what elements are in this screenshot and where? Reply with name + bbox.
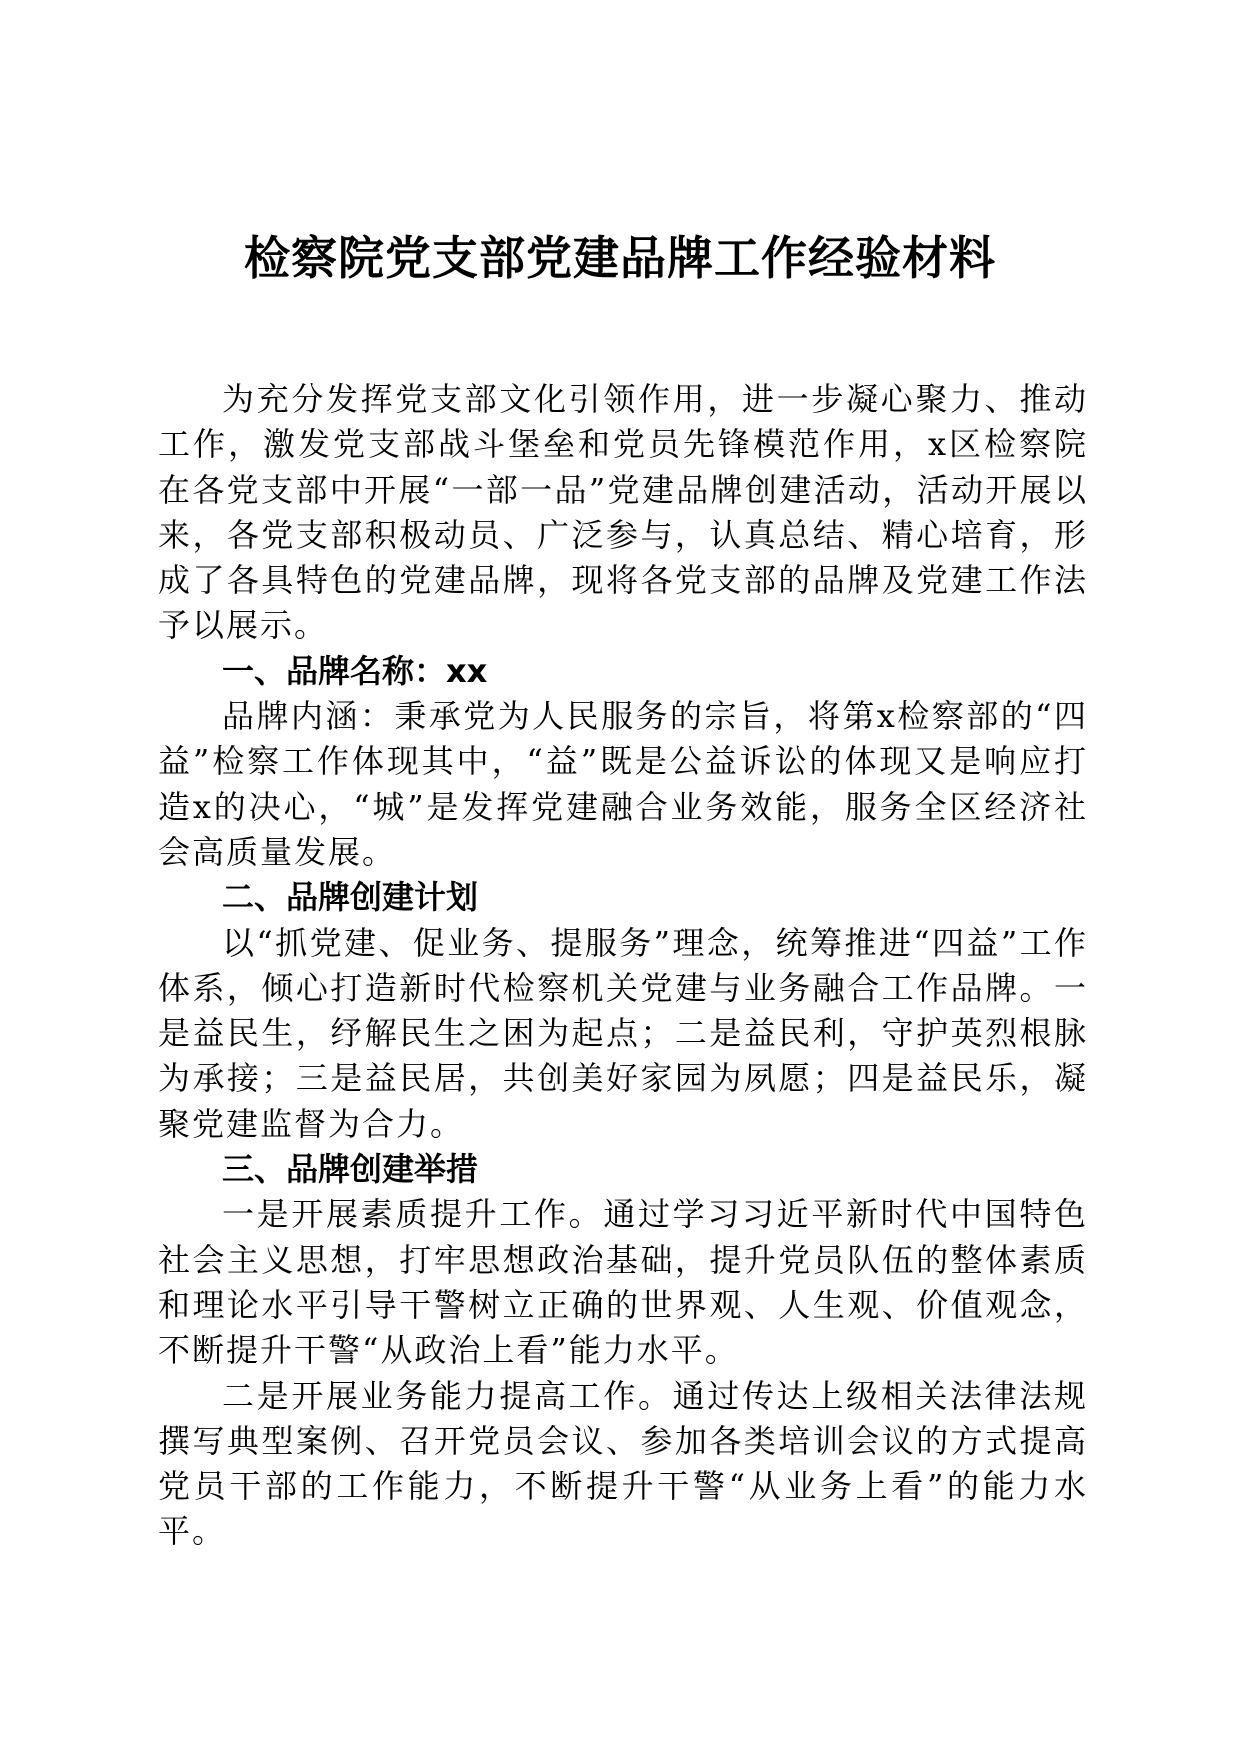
- document-title: 检察院党支部党建品牌工作经验材料: [244, 231, 996, 285]
- section-heading-brand-measures: 三、品牌创建举措: [222, 1150, 479, 1189]
- section-heading-brand-name: 一、品牌名称：xx: [222, 651, 488, 690]
- section-paragraph-brand-plan: 以“抓党建、促业务、提服务”理念，统筹推进“四益”工作体系，倾心打造新时代检察机关党建与业务融合工作品牌。一是益民生，纾解民生之困为起点；二是益民利，守护英烈根脉为承接；三是益民居，共创美好家园为夙愿；四是益民乐，凝聚党建监督为合力。: [158, 923, 1088, 1143]
- section-paragraph-measure-1: 一是开展素质提升工作。通过学习习近平新时代中国特色社会主义思想，打牢思想政治基础，提升党员队伍的整体素质和理论水平引导干警树立正确的世界观、人生观、价值观念，不断提升干警“从政治上看”能力水平。: [158, 1195, 1088, 1370]
- intro-paragraph: 为充分发挥党支部文化引领作用，进一步凝心聚力、推动工作，激发党支部战斗堡垒和党员先锋模范作用，x区检察院在各党支部中开展“一部一品”党建品牌创建活动，活动开展以来，各党支部积极动员、广泛参与，认真总结、精心培育，形成了各具特色的党建品牌，现将各党支部的品牌及党建工作法予以展示。: [158, 380, 1088, 645]
- section-paragraph-brand-meaning: 品牌内涵：秉承党为人民服务的宗旨，将第x检察部的“四益”检察工作体现其中，“益”既是公益诉讼的体现又是响应打造x的决心，“城”是发挥党建融合业务效能，服务全区经济社会高质量发展。: [158, 697, 1088, 871]
- section-heading-brand-plan: 二、品牌创建计划: [222, 878, 479, 917]
- section-paragraph-measure-2: 二是开展业务能力提高工作。通过传达上级相关法律法规撰写典型案例、召开党员会议、参加各类培训会议的方式提高党员干部的工作能力，不断提升干警“从业务上看”的能力水平。: [158, 1376, 1088, 1551]
- document-body: [158, 377, 1088, 1555]
